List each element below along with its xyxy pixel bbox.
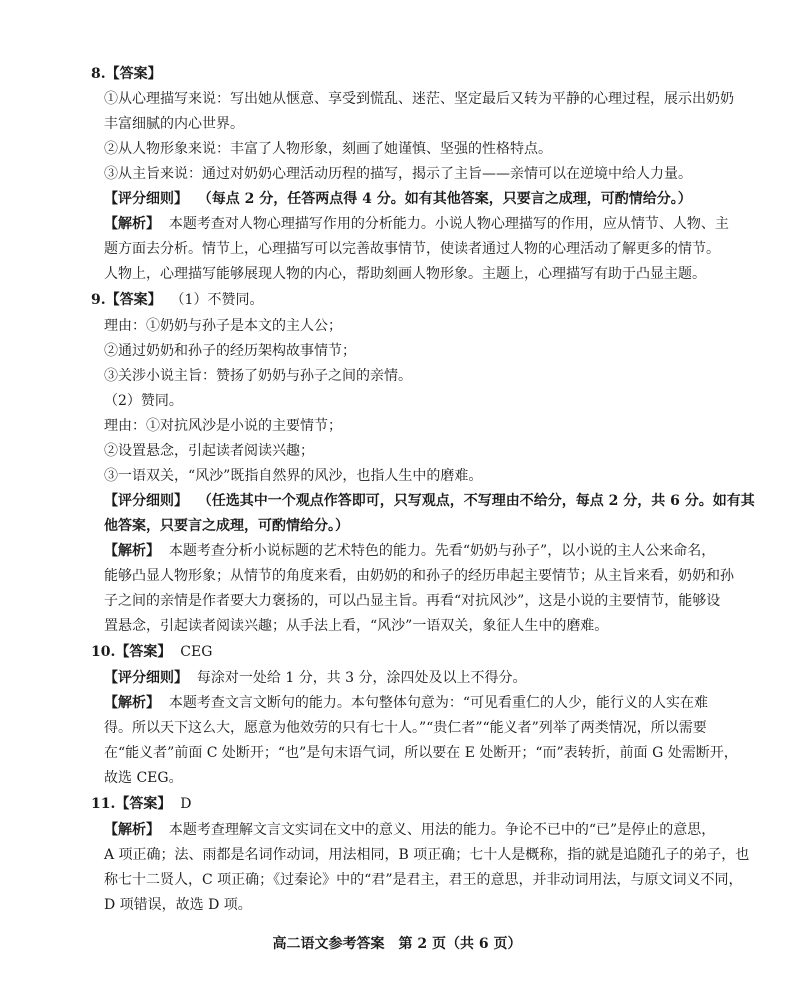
- q11-analysis-text-1: 本题考查理解文言文实词在文中的意义、用法的能力。争论不已中的“已”是停止的意思，: [168, 822, 716, 838]
- q9-analysis-line-3: 子之间的亲情是作者要大力褒扬的，可以凸显主旨。再看“对抗风沙”，这是小说的主要情节，能够设: [104, 593, 721, 609]
- q11-analysis-line-4: D 项错误，故选 D 项。: [104, 897, 252, 913]
- q9-rubric-text-1: （任选其中一个观点作答即可，只写观点，不写理由不给分，每点 2 分，共 6 分。如有其: [197, 493, 755, 509]
- q10-heading: 10.【答案】: [91, 644, 172, 660]
- q9-analysis-label: 【解析】: [104, 543, 160, 559]
- q8-rubric-text: （每点 2 分，任答两点得 4 分。如有其他答案，只要言之成理，可酌情给分。）: [197, 191, 692, 207]
- q8-analysis-text-1: 本题考查对人物心理描写作用的分析能力。小说人物心理描写的作用，应从情节、人物、主: [168, 216, 729, 232]
- q8-analysis-label: 【解析】: [104, 216, 160, 232]
- q8-answer-point-1-cont: 丰富细腻的内心世界。: [104, 116, 244, 132]
- q8-rubric: [104, 189, 692, 209]
- q10-analysis-text-1: 本题考查文言文断句的能力。本句整体句意为：“可见看重仁的人少，能行义的人实在难: [168, 695, 709, 711]
- q9-reason-6: ③一语双关，“风沙”既指自然界的风沙，也指人生中的磨难。: [104, 468, 483, 484]
- q10-analysis-line-3: 在“能义者”前面 C 处断开；“也”是句末语气词，所以要在 E 处断开；“而”表转折，前面 G 处需断开，: [104, 745, 738, 761]
- q10-analysis-line-1: [104, 693, 709, 713]
- q10-rubric-label: 【评分细则】: [104, 670, 188, 686]
- q9-reason-1: 理由：①奶奶与孙子是本文的主人公；: [104, 318, 342, 334]
- q11-heading-line: [91, 794, 192, 814]
- q9-reason-5: ②设置悬念，引起读者阅读兴趣；: [104, 443, 314, 459]
- q8-analysis-line-1: [104, 214, 729, 234]
- q9-reason-3: ③关涉小说主旨：赞扬了奶奶与孙子之间的亲情。: [104, 368, 412, 384]
- q10-rubric-line: [104, 668, 527, 688]
- q11-analysis-line-2: A 项正确；法、雨都是名词作动词，用法相同，B 项正确；七十人是概称，指的就是追随孔子的弟子，也: [104, 847, 750, 863]
- q11-analysis-label: 【解析】: [104, 822, 160, 838]
- q8-answer-point-2: ②从人物形象来说：丰富了人物形象，刻画了她谨慎、坚强的性格特点。: [104, 141, 552, 157]
- q8-answer-point-1: ①从心理描写来说：写出她从惬意、享受到慌乱、迷茫、坚定最后又转为平静的心理过程，展示出奶奶: [104, 91, 734, 107]
- q9-rubric-label: 【评分细则】: [104, 493, 188, 509]
- q10-analysis-label: 【解析】: [104, 695, 160, 711]
- q9-reason-2: ②通过奶奶和孙子的经历架构故事情节；: [104, 343, 356, 359]
- q11-answer: D: [180, 796, 192, 812]
- q8-heading: 8.【答案】: [91, 66, 162, 82]
- q10-answer: CEG: [180, 644, 213, 660]
- q9-analysis-line-1: [104, 541, 716, 561]
- q11-analysis-line-1: [104, 820, 716, 840]
- q10-heading-line: [91, 642, 212, 662]
- q8-rubric-label: 【评分细则】: [104, 191, 188, 207]
- q11-analysis-line-3: 称七十二贤人，C 项正确；《过秦论》中的“君”是君主，君王的意思，并非动词用法，与原文词义不同，: [104, 872, 743, 888]
- q9-heading-line: [91, 290, 263, 310]
- q9-heading: 9.【答案】: [91, 292, 162, 308]
- q9-option-1: （1）不赞同。: [170, 292, 264, 308]
- q9-option-2: （2）赞同。: [104, 393, 183, 409]
- q11-heading: 11.【答案】: [91, 796, 172, 812]
- q8-analysis-line-2: 题方面去分析。情节上，心理描写可以完善故事情节，使读者通过人物的心理活动了解更多的情节。: [104, 241, 720, 257]
- q9-rubric-line-1: [104, 491, 755, 511]
- q9-analysis-text-1: 本题考查分析小说标题的艺术特色的能力。先看“奶奶与孙子”，以小说的主人公来命名，: [168, 543, 716, 559]
- q10-analysis-line-4: 故选 CEG。: [104, 770, 183, 786]
- q9-analysis-line-4: 置悬念，引起读者阅读兴趣；从手法上看，“风沙”一语双关，象征人生中的磨难。: [104, 618, 609, 634]
- page-footer: 高二语文参考答案 第 2 页（共 6 页）: [272, 936, 522, 952]
- q9-analysis-line-2: 能够凸显人物形象；从情节的角度来看，由奶奶的和孙子的经历串起主要情节；从主旨来看，奶奶和孙: [104, 568, 734, 584]
- q10-analysis-line-2: 得。所以天下这么大，愿意为他效劳的只有七十人。”“贵仁者”“能义者”列举了两类情况，所以需要: [104, 720, 707, 736]
- q9-reason-4: 理由：①对抗风沙是小说的主要情节；: [104, 418, 342, 434]
- q10-rubric-text: 每涂对一处给 1 分，共 3 分，涂四处及以上不得分。: [196, 670, 527, 686]
- q8-analysis-line-3: 人物上，心理描写能够展现人物的内心，帮助刻画人物形象。主题上，心理描写有助于凸显主题。: [104, 266, 706, 282]
- q9-rubric-line-2: 他答案，只要言之成理，可酌情给分。）: [104, 518, 349, 534]
- q8-answer-point-3: ③从主旨来说：通过对奶奶心理活动历程的描写，揭示了主旨——亲情可以在逆境中给人力量。: [104, 166, 692, 182]
